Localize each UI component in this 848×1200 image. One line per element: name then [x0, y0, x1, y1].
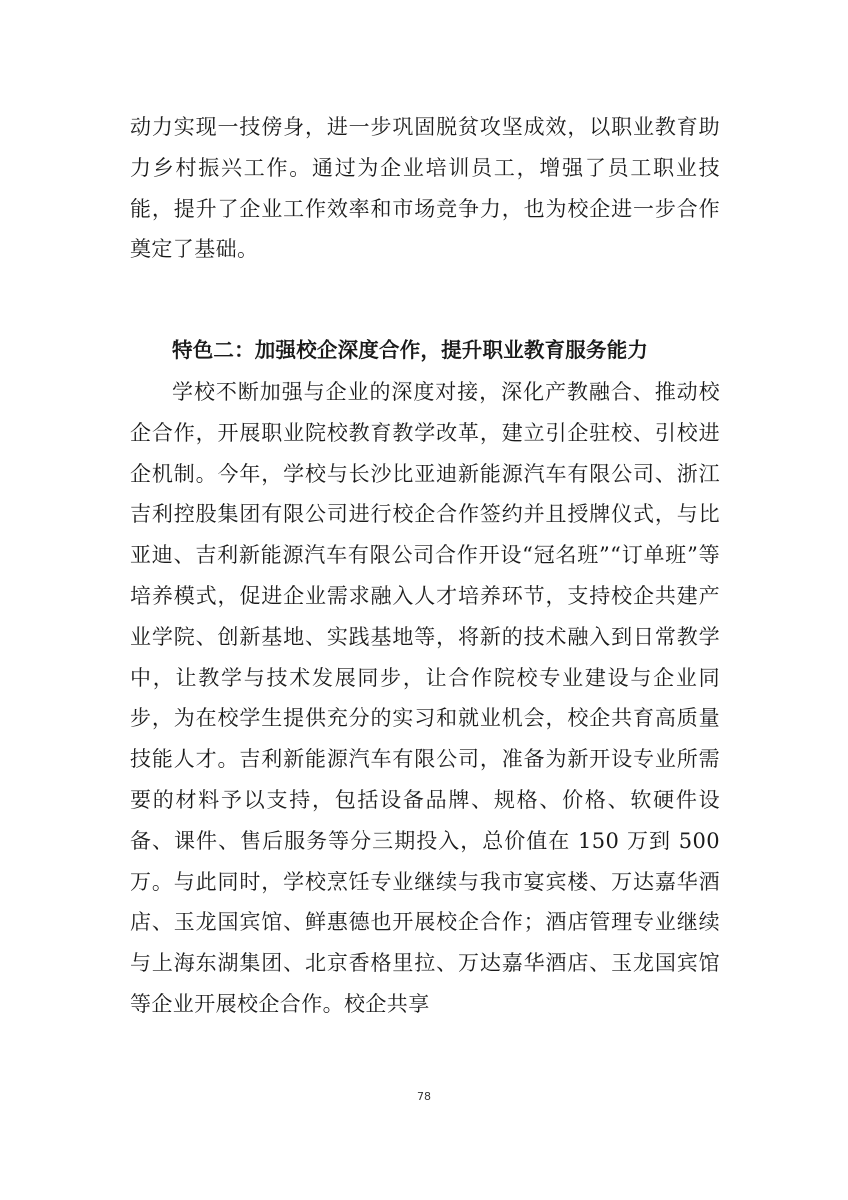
body-paragraph-2: 学校不断加强与企业的深度对接，深化产教融合、推动校企合作，开展职业院校教育教学改革，建立引企驻校、引校进企机制。今年，学校与长沙比亚迪新能源汽车有限公司、浙江吉利控股集团有限公司进行校企合作签约并且授牌仪式，与比亚迪、吉利新能源汽车有限公司合作开设“冠名班”“订单班”等培养模式，促进企业需求融入人才培养环节，支持校企共建产业学院、创新基地、实践基地等，将新的技术融入到日常教学中，让教学与技术发展同步，让合作院校专业建设与企业同步，为在校学生提供充分的实习和就业机会，校企共育高质量技能人才。吉利新能源汽车有限公司，准备为新开设专业所需要的材料予以支持，包括设备品牌、规格、价格、软硬件设备、课件、售后服务等分三期投入，总价值在 150 万到 500 万。与此同时，学校烹饪专业继续与我市宴宾楼、万达嘉华酒店、玉龙国宾馆、鲜惠德也开展校企合作；酒店管理专业继续与上海东湖集团、北京香格里拉、万达嘉华酒店、玉龙国宾馆等企业开展校企合作。校企共享	[130, 380, 720, 1016]
section-heading: 特色二：加强校企深度合作，提升职业教育服务能力	[172, 338, 649, 362]
body-paragraph-1: 动力实现一技傍身，进一步巩固脱贫攻坚成效，以职业教育助力乡村振兴工作。通过为企业培训员工，增强了员工职业技能，提升了企业工作效率和市场竞争力，也为校企进一步合作奠定了基础。	[130, 115, 720, 262]
page-number: 78	[417, 1090, 431, 1103]
